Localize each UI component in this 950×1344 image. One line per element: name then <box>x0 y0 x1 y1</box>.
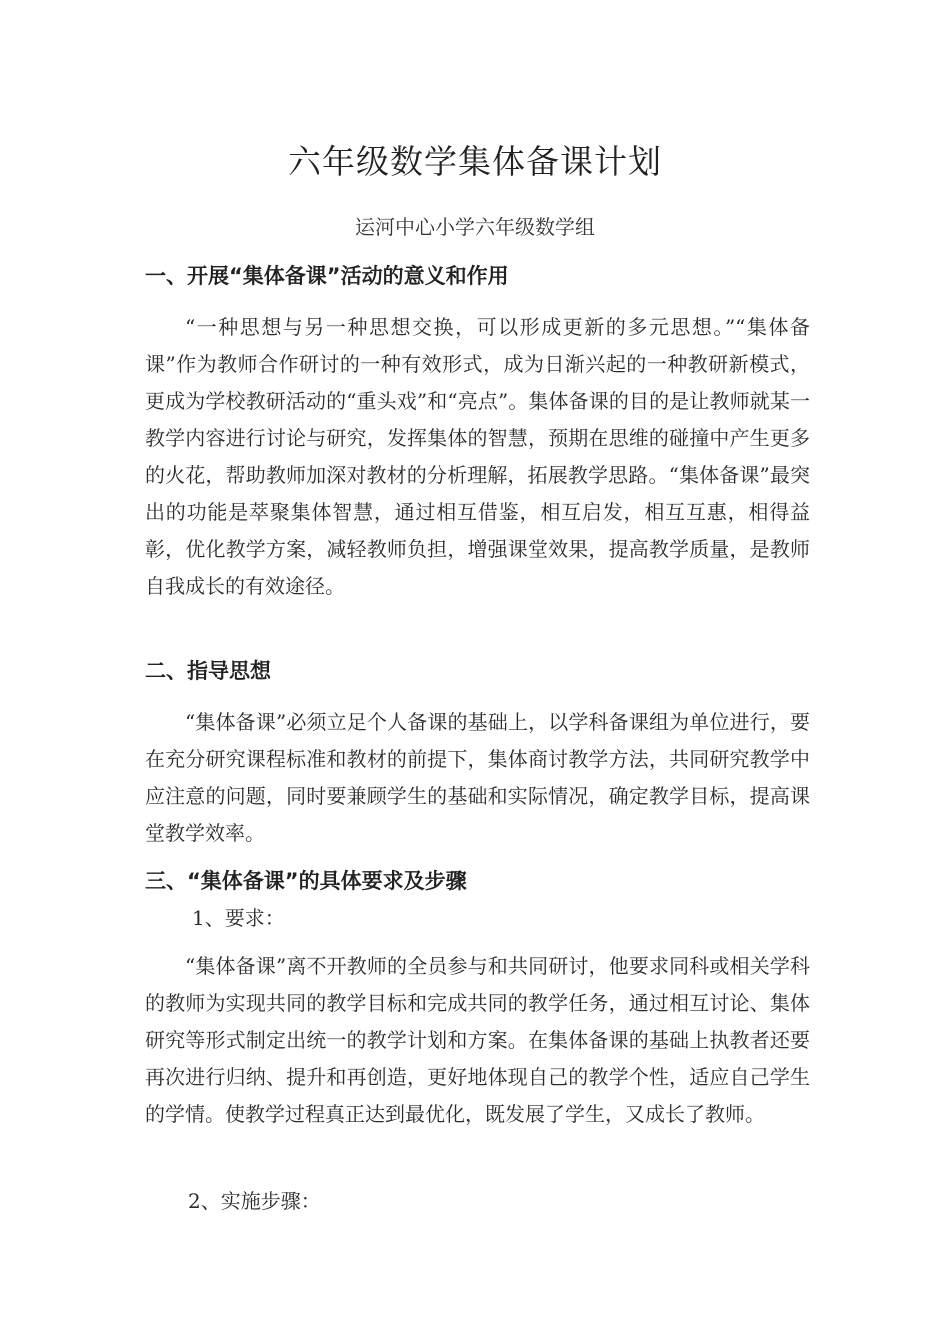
section-heading-guiding-ideology: 二、指导思想 <box>145 659 271 683</box>
section-paragraph-significance: “一种思想与另一种思想交换，可以形成更新的多元思想。”“集体备课”作为教师合作研讨的一种有效形式，成为日渐兴起的一种教研新模式，更成为学校教研活动的“重头戏”和“亮点”。集体备课的目的是让教师就某一教学内容进行讨论与研究，发挥集体的智慧，预期在思维的碰撞中产生更多的火花，帮助教师加深对教材的分析理解，拓展教学思路。“集体备课”最突出的功能是萃聚集体智慧，通过相互借鉴，相互启发，相互互惠，相得益彰，优化教学方案，减轻教师负担，增强课堂效果，提高教学质量，是教师自我成长的有效途径。 <box>145 315 810 598</box>
document-title: 六年级数学集体备课计划 <box>288 142 662 181</box>
document-subtitle: 运河中心小学六年级数学组 <box>355 215 595 239</box>
subsection-paragraph-requirements: “集体备课”离不开教师的全员参与和共同研讨，他要求同科或相关学科的教师为实现共同的教学目标和完成共同的教学任务，通过相互讨论、集体研究等形式制定出统一的教学计划和方案。在集体备课的基础上执教者还要再次进行归纳、提升和再创造，更好地体现自己的教学个性，适应自己学生的学情。使教学过程真正达到最优化，既发展了学生，又成长了教师。 <box>145 954 810 1126</box>
subsection-label-requirements: 1、要求： <box>192 906 285 930</box>
section-paragraph-guiding-ideology: “集体备课”必须立足个人备课的基础上，以学科备课组为单位进行，要在充分研究课程标准和教材的前提下，集体商讨教学方法，共同研究教学中应注意的问题，同时要兼顾学生的基础和实际情况，确定教学目标，提高课堂教学效率。 <box>145 710 810 845</box>
section-heading-requirements-steps: 三、“集体备课”的具体要求及步骤 <box>145 869 467 893</box>
subsection-label-implementation-steps: 2、实施步骤： <box>188 1189 321 1213</box>
section-heading-significance: 一、开展“集体备课”活动的意义和作用 <box>145 264 509 288</box>
